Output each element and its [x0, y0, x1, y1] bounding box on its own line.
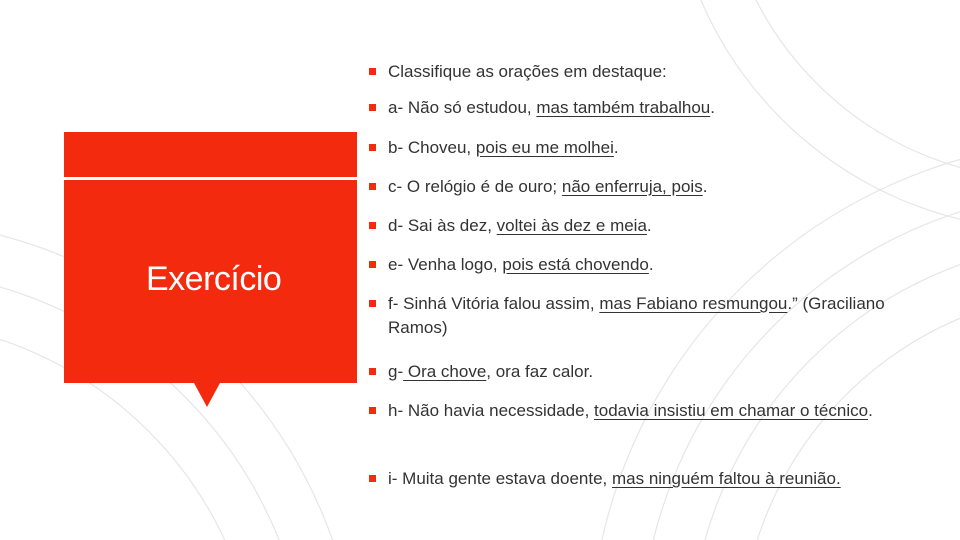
- list-item: e- Venha logo, pois está chovendo.: [368, 253, 948, 277]
- highlighted-clause: voltei às dez e meia: [496, 216, 647, 235]
- accent-strip: [64, 132, 357, 177]
- list-item: d- Sai às dez, voltei às dez e meia.: [368, 214, 948, 238]
- highlighted-clause: Ora chove: [403, 362, 487, 381]
- highlighted-clause: mas Fabiano resmungou: [599, 294, 788, 313]
- bullet-icon: [369, 144, 376, 151]
- list-item: a- Não só estudou, mas também trabalhou.: [368, 96, 948, 120]
- highlighted-clause: mas também trabalhou: [536, 98, 711, 117]
- bullet-icon: [369, 261, 376, 268]
- bullet-icon: [369, 222, 376, 229]
- highlighted-clause: todavia insistiu em chamar o técnico: [594, 401, 869, 420]
- panel-pointer: [194, 383, 220, 407]
- bullet-icon: [369, 183, 376, 190]
- highlighted-clause: não enferruja, pois: [561, 177, 703, 196]
- bullet-icon: [369, 104, 376, 111]
- highlighted-clause: mas ninguém faltou à reunião.: [611, 469, 841, 488]
- list-item: b- Choveu, pois eu me molhei.: [368, 136, 948, 160]
- list-item: Classifique as orações em destaque:: [368, 60, 948, 84]
- slide-title: Exercício: [146, 260, 282, 298]
- bullet-icon: [369, 368, 376, 375]
- highlighted-clause: pois está chovendo: [502, 255, 649, 274]
- bullet-icon: [369, 475, 376, 482]
- list-item: f- Sinhá Vitória falou assim, mas Fabiano resmungou.” (Graciliano Ramos): [368, 292, 908, 340]
- list-item: c- O relógio é de ouro; não enferruja, pois.: [368, 175, 948, 199]
- bullet-icon: [369, 300, 376, 307]
- list-item: h- Não havia necessidade, todavia insistiu em chamar o técnico.: [368, 399, 898, 423]
- list-item: i- Muita gente estava doente, mas ninguém faltou à reunião.: [368, 467, 948, 491]
- highlighted-clause: pois eu me molhei: [475, 138, 614, 157]
- bullet-icon: [369, 68, 376, 75]
- list-item: g- Ora chove, ora faz calor.: [368, 360, 948, 384]
- bullet-icon: [369, 407, 376, 414]
